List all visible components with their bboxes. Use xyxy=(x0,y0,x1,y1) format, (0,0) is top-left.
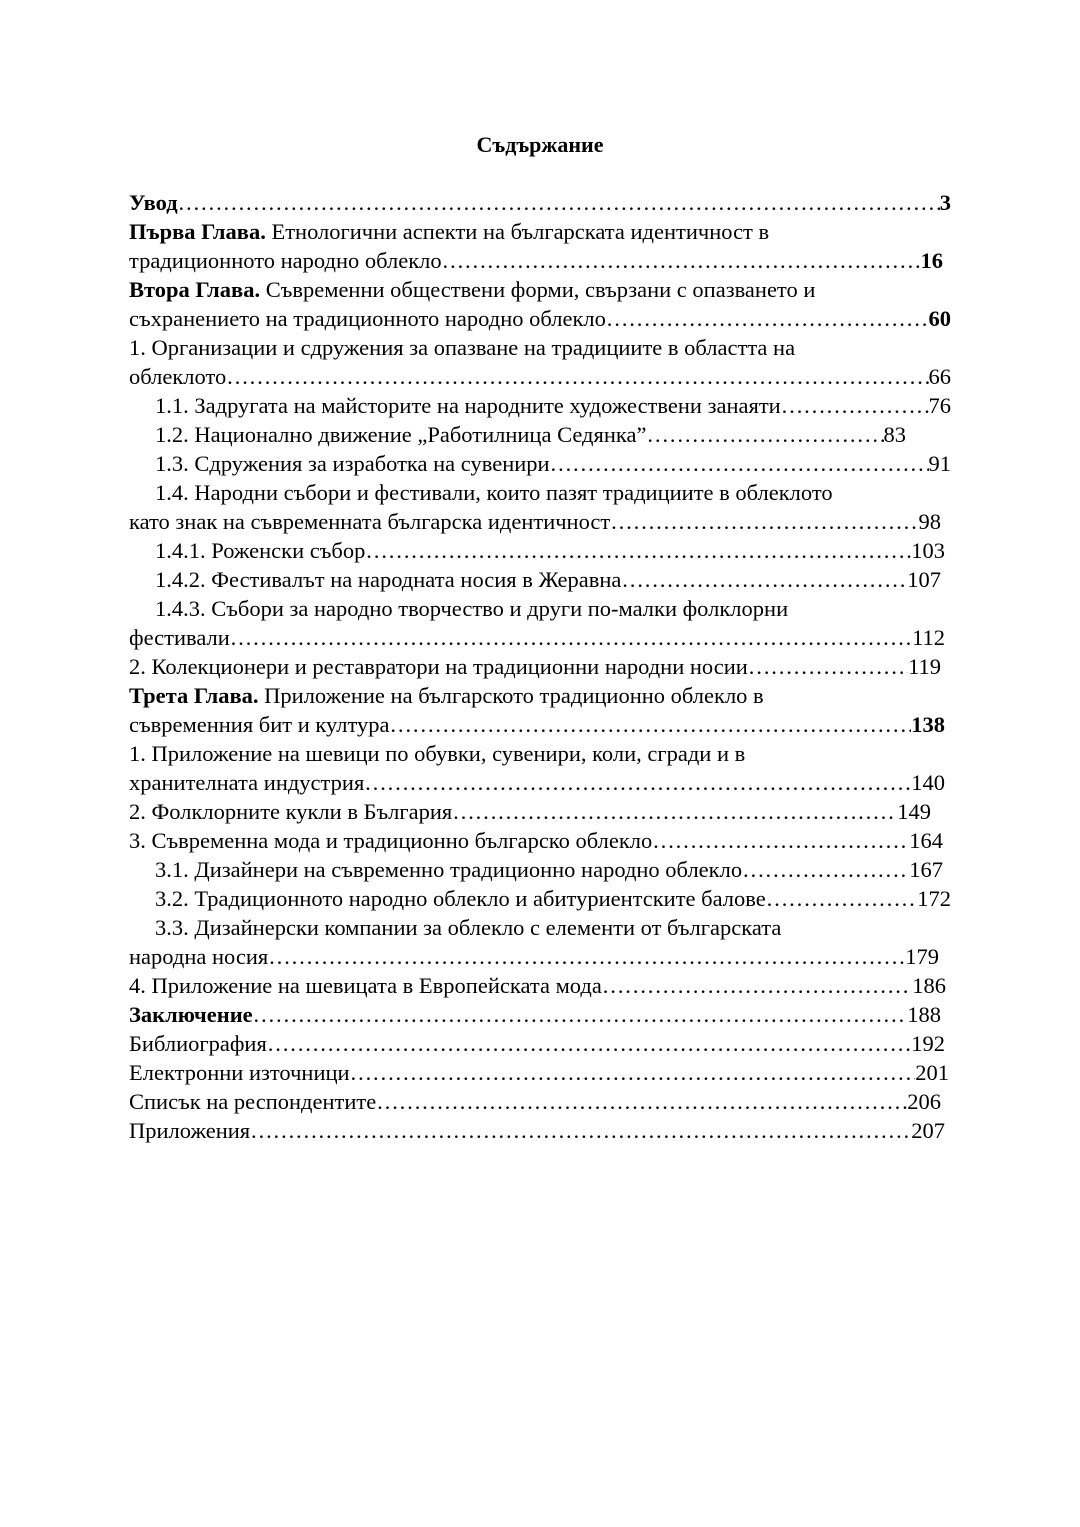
toc-entry-section-3-1-cont xyxy=(129,768,951,797)
toc-label: 4. Приложение на шевицата в Европейската мода xyxy=(129,973,602,998)
dot-leader xyxy=(550,449,929,478)
dot-leader xyxy=(606,304,929,333)
toc-label: Списък на респондентите xyxy=(129,1089,377,1114)
toc-entry-chapter-3[interactable] xyxy=(129,681,951,710)
toc-page-number: 119 xyxy=(908,654,941,679)
toc-page-number: 179 xyxy=(905,944,939,969)
toc-label: Библиография xyxy=(129,1031,267,1056)
dot-leader xyxy=(442,246,921,275)
toc-entry-chapter-3-cont xyxy=(129,710,951,739)
dot-leader xyxy=(376,1087,907,1116)
dot-leader xyxy=(364,768,911,797)
toc-page-number: 60 xyxy=(928,306,951,331)
toc-label: 3.2. Традиционното народно облекло и абитуриентските балове xyxy=(155,886,766,911)
toc-entry-bibliography[interactable] xyxy=(129,1029,951,1058)
dot-leader xyxy=(230,623,912,652)
dot-leader xyxy=(646,420,883,449)
chapter-heading: Първа Глава. xyxy=(129,219,266,244)
toc-page-number: 149 xyxy=(897,799,931,824)
dot-leader xyxy=(267,1029,911,1058)
toc-entry-section-1-1[interactable] xyxy=(129,391,951,420)
toc-page-number: 201 xyxy=(915,1060,949,1085)
chapter-heading: Трета Глава. xyxy=(129,683,259,708)
toc-page-number: 138 xyxy=(911,712,945,737)
toc-label: 1.4.2. Фестивалът на народната носия в Жеравна xyxy=(155,567,622,592)
toc-page-number: 164 xyxy=(909,828,943,853)
toc-text: 1. Приложение на шевици по обувки, сувенири, коли, сгради и в xyxy=(129,741,746,766)
toc-page-number: 91 xyxy=(928,451,951,476)
dot-leader xyxy=(268,942,905,971)
dot-leader xyxy=(742,855,909,884)
dot-leader xyxy=(365,536,911,565)
dot-leader xyxy=(652,826,909,855)
toc-page-number: 103 xyxy=(911,538,945,563)
dot-leader xyxy=(253,1000,908,1029)
toc-entry-section-1-4-cont xyxy=(129,507,951,536)
toc-entry-section-3-3-3-cont xyxy=(129,942,951,971)
toc-text: 1.4. Народни събори и фестивали, които пазят традициите в облеклото xyxy=(155,480,833,505)
toc-label: 3. Съвременна мода и традиционно българско облекло xyxy=(129,828,653,853)
toc-entry-section-1-4-3-cont xyxy=(129,623,951,652)
toc-entry-chapter-2-cont xyxy=(129,304,951,333)
toc-label: 2. Колекционери и реставратори на традиционни народни носии xyxy=(129,654,748,679)
toc-page-number: 76 xyxy=(928,393,951,418)
toc-page-number: 207 xyxy=(911,1118,945,1143)
toc-text: 1. Организации и сдружения за опазване на традициите в областта на xyxy=(129,335,796,360)
toc-entry-section-1-3[interactable] xyxy=(129,449,951,478)
toc-entry-section-1-4-3[interactable] xyxy=(129,594,951,623)
toc-label: 1.1. Задругата на майсторите на народните художествени занаяти xyxy=(155,393,781,418)
dot-leader xyxy=(610,507,918,536)
toc-page-number: 3 xyxy=(939,190,951,215)
toc-label: 1.4.1. Роженски събор xyxy=(155,538,366,563)
toc-entry-section-1-4[interactable] xyxy=(129,478,951,507)
dot-leader xyxy=(178,188,940,217)
toc-page-number: 186 xyxy=(912,973,946,998)
toc-entry-section-1-cont xyxy=(129,362,951,391)
toc-entry-respondents[interactable] xyxy=(129,1087,951,1116)
toc-entry-section-1[interactable] xyxy=(129,333,951,362)
toc-entry-section-3-3-2[interactable] xyxy=(129,884,951,913)
toc-text: облеклото xyxy=(129,364,227,389)
toc-text: Приложение на българското традиционно облекло в xyxy=(264,683,764,708)
toc-entry-section-3-3[interactable] xyxy=(129,826,951,855)
dot-leader xyxy=(621,565,907,594)
toc-label: 1.2. Национално движение „Работилница Седянка” xyxy=(155,422,647,447)
toc-page-number: 172 xyxy=(917,886,951,911)
toc-label: Приложения xyxy=(129,1118,251,1143)
toc-entry-chapter-2[interactable] xyxy=(129,275,951,304)
dot-leader xyxy=(766,884,918,913)
toc-label: Увод xyxy=(129,190,178,215)
toc-entry-section-3-2[interactable] xyxy=(129,797,951,826)
toc-label: 3.1. Дизайнери на съвременно традиционно народно облекло xyxy=(155,857,743,882)
toc-label: 2. Фолклорните кукли в България xyxy=(129,799,453,824)
toc-text: народна носия xyxy=(129,944,269,969)
toc-entry-intro[interactable] xyxy=(129,188,951,217)
toc-page-number: 66 xyxy=(928,364,951,389)
dot-leader xyxy=(602,971,912,1000)
toc-label: 1.3. Сдружения за изработка на сувенири xyxy=(155,451,550,476)
toc-page-number: 192 xyxy=(911,1031,945,1056)
table-of-contents xyxy=(129,188,951,1145)
toc-text: 3.3. Дизайнерски компании за облекло с елементи от българската xyxy=(155,915,782,940)
toc-text: Етнологични аспекти на българската идентичност в xyxy=(271,219,770,244)
toc-entry-section-3-4[interactable] xyxy=(129,971,951,1000)
toc-text: 1.4.3. Събори за народно творчество и други по-малки фолклорни xyxy=(155,596,789,621)
toc-entry-section-3-1[interactable] xyxy=(129,739,951,768)
toc-text: традиционното народно облекло xyxy=(129,248,442,273)
toc-page-number: 107 xyxy=(907,567,941,592)
toc-text: фестивали xyxy=(129,625,230,650)
toc-entry-electronic-sources[interactable] xyxy=(129,1058,951,1087)
toc-text: Съвременни обществени форми, свързани с опазването и xyxy=(265,277,816,302)
toc-page-number: 140 xyxy=(911,770,945,795)
dot-leader xyxy=(452,797,897,826)
dot-leader xyxy=(350,1058,916,1087)
dot-leader xyxy=(781,391,929,420)
toc-entry-section-1-4-2[interactable] xyxy=(129,565,951,594)
toc-entry-section-2[interactable] xyxy=(129,652,951,681)
toc-entry-section-1-2[interactable] xyxy=(129,420,951,449)
toc-label: Заключение xyxy=(129,1002,253,1027)
toc-page-number: 206 xyxy=(907,1089,941,1114)
page-title: Съдържание xyxy=(476,132,604,157)
chapter-heading: Втора Глава. xyxy=(129,277,261,302)
dot-leader xyxy=(390,710,912,739)
toc-page-number: 112 xyxy=(912,625,945,650)
toc-page-number: 16 xyxy=(920,248,943,273)
toc-text: съвременния бит и култура xyxy=(129,712,390,737)
toc-entry-section-3-3-3[interactable] xyxy=(129,913,951,942)
toc-entry-section-3-3-1[interactable] xyxy=(129,855,951,884)
toc-entry-conclusion[interactable] xyxy=(129,1000,951,1029)
toc-page-number: 188 xyxy=(907,1002,941,1027)
toc-text: хранителната индустрия xyxy=(129,770,365,795)
toc-page-number: 98 xyxy=(918,509,941,534)
dot-leader xyxy=(748,652,908,681)
toc-text: съхранението на традиционното народно облекло xyxy=(129,306,606,331)
toc-entry-section-1-4-1[interactable] xyxy=(129,536,951,565)
toc-entry-appendices[interactable] xyxy=(129,1116,951,1145)
toc-entry-chapter-1[interactable] xyxy=(129,217,951,246)
dot-leader xyxy=(226,362,928,391)
toc-label: Електронни източници xyxy=(129,1060,350,1085)
toc-page-number: 167 xyxy=(909,857,943,882)
dot-leader xyxy=(250,1116,911,1145)
toc-text: като знак на съвременната българска идентичност xyxy=(129,509,611,534)
toc-entry-chapter-1-cont xyxy=(129,246,951,275)
toc-page-number: 83 xyxy=(883,422,906,447)
